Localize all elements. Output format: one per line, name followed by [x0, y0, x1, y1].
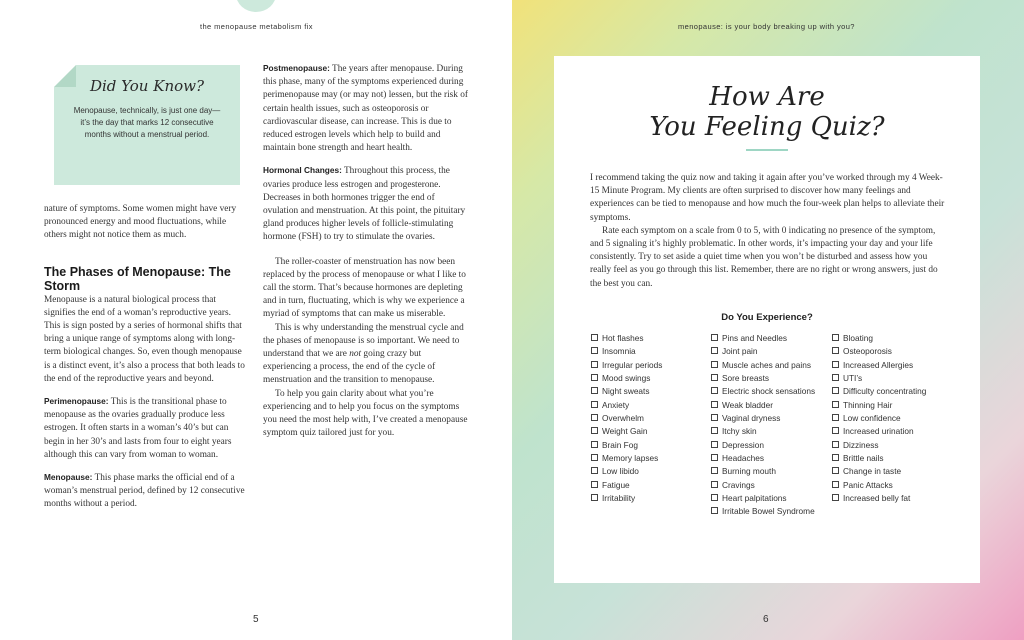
note-title: Did You Know? [89, 77, 205, 95]
symptom-label: Muscle aches and pains [722, 359, 812, 370]
symptom-label: Panic Attacks [843, 479, 893, 490]
symptom-label: Sore breasts [722, 373, 770, 384]
checkbox[interactable] [711, 441, 718, 448]
quiz-paragraph-2: Rate each symptom on a scale from 0 to 5, with 0 indicating no presence of the symptom, and 5 signaling it’s highly problematic. In other words, it’s impacting your day and your life consistently. Try to set aside a quiet time when you won’t be disturbed and assess how you really feel as you go through this list. Remember, there are no right or wrong answers, just do the best you can. [590, 225, 938, 289]
symptom-item [591, 345, 662, 358]
checkbox[interactable] [832, 427, 839, 434]
checkbox[interactable] [591, 454, 598, 461]
postmenopause-text: The years after menopause. During this phase, many of the symptoms experienced during perimenopause may (or may not) lessen, but the risk of certain health issues, such as osteoporosis or cardiovascular disease, can increase. This is due to reduced estrogen levels which help to build and maintain bone strength and heart health. [263, 64, 468, 154]
symptom-label: Weight Gain [602, 426, 648, 437]
symptom-item [591, 359, 662, 372]
checkbox[interactable] [591, 441, 598, 448]
symptom-item [711, 399, 815, 412]
symptom-item [832, 439, 926, 452]
symptom-label: UTI’s [843, 373, 863, 384]
perimenopause-paragraph [44, 395, 249, 462]
symptom-label: Irritability [602, 493, 636, 504]
checkbox[interactable] [591, 361, 598, 368]
menopause-paragraph [44, 471, 249, 512]
symptom-item [832, 359, 926, 372]
symptom-item [832, 412, 926, 425]
menopause-text: This phase marks the official end of a woman’s menstrual period, defined by 12 consecutive months without a period. [44, 473, 245, 510]
symptom-label: Osteoporosis [843, 346, 892, 357]
symptom-label: Mood swings [602, 373, 651, 384]
understanding-text-b: going crazy but experiencing a process, the end of the cycle of menstruation and the transition to menopause. [263, 349, 436, 386]
symptom-item [591, 385, 662, 398]
symptom-item [711, 385, 815, 398]
symptom-label: Joint pain [722, 346, 758, 357]
symptom-item [832, 385, 926, 398]
symptom-item [711, 452, 815, 465]
quiz-title-line2: You Feeling Quiz? [649, 112, 885, 142]
checkbox[interactable] [832, 467, 839, 474]
symptom-list-column-1 [591, 332, 662, 505]
checkbox[interactable] [711, 507, 718, 514]
symptom-label: Weak bladder [722, 399, 774, 410]
checkbox[interactable] [591, 467, 598, 474]
quiz-title [554, 82, 980, 142]
postmenopause-paragraph [263, 62, 470, 155]
symptom-item [711, 479, 815, 492]
symptom-item [711, 332, 815, 345]
page-number-right: 6 [763, 614, 769, 625]
symptom-item [591, 492, 662, 505]
symptom-label: Dizziness [843, 439, 879, 450]
note-text: Menopause, technically, is just one day—it’s the day that marks 12 consecutive months without a menstrual period. [73, 106, 221, 139]
checkbox[interactable] [591, 401, 598, 408]
symptom-label: Overwhelm [602, 413, 644, 424]
running-head-left: the menopause metabolism fix [200, 22, 313, 31]
symptom-label: Fatigue [602, 479, 630, 490]
intro-paragraph: nature of symptoms. Some women might have very pronounced energy and mood fluctuations, while others might not notice them as much. [44, 204, 237, 241]
symptom-label: Difficulty concentrating [843, 386, 927, 397]
symptom-item [591, 332, 662, 345]
symptom-item [832, 372, 926, 385]
symptom-label: Pins and Needles [722, 333, 788, 343]
symptom-item [711, 465, 815, 478]
right-page [512, 0, 1024, 640]
symptom-item [711, 492, 815, 505]
understanding-paragraph [263, 322, 470, 388]
symptom-item [711, 412, 815, 425]
symptom-item [711, 439, 815, 452]
checkbox[interactable] [591, 374, 598, 381]
checkbox[interactable] [832, 494, 839, 501]
symptom-item [832, 332, 926, 345]
symptom-item [591, 452, 662, 465]
symptom-list-column-3 [832, 332, 926, 505]
symptom-label: Brain Fog [602, 439, 638, 450]
symptom-label: Night sweats [602, 386, 650, 397]
checkbox[interactable] [832, 334, 839, 341]
understanding-emphasis: not [349, 349, 362, 360]
symptom-item [832, 399, 926, 412]
symptom-item [832, 452, 926, 465]
symptom-item [711, 372, 815, 385]
help-paragraph: To help you gain clarity about what you’re experiencing and to help you focus on the symptoms you need the most help with, I’ve created a menopause symptom quiz tailored just for you. [263, 388, 468, 439]
checkbox[interactable] [591, 334, 598, 341]
checkbox[interactable] [832, 347, 839, 354]
checkbox[interactable] [711, 401, 718, 408]
hormonal-changes-text: Throughout this process, the ovaries produce less estrogen and progesterone. Decreases in both hormones trigger the end of ovulation and menstruation. At this point, the pituitary gland produces higher levels of follicle-stimulating hormone (FSH) to try to stimulate the ovaries. [263, 166, 466, 243]
symptom-label: Change in taste [843, 466, 902, 477]
right-column [263, 62, 470, 440]
phases-paragraph: Menopause is a natural biological process that signifies the end of a woman’s reproductive years. This is sign posted by a series of hormonal shifts that bring a unique range of symptoms along with long-term biological changes. So, even though menopause is a distinct event, it’s also a process that both leads to the end of the reproductive years and beyond. [44, 294, 245, 384]
symptom-label: Headaches [722, 453, 764, 464]
symptom-item [832, 345, 926, 358]
symptom-label: Low libido [602, 466, 639, 477]
checkbox[interactable] [591, 427, 598, 434]
symptom-item [591, 412, 662, 425]
checkbox[interactable] [711, 494, 718, 501]
symptom-label: Depression [722, 439, 764, 450]
symptom-label: Electric shock sensations [722, 386, 816, 397]
symptom-label: Increased belly fat [843, 493, 911, 504]
quiz-intro [590, 172, 946, 291]
symptom-item [711, 505, 815, 518]
checkbox[interactable] [711, 347, 718, 354]
symptom-item [711, 359, 815, 372]
checkbox[interactable] [832, 374, 839, 381]
symptom-label: Thinning Hair [843, 399, 893, 410]
decorative-tab [236, 0, 276, 12]
symptom-item [832, 492, 926, 505]
symptom-item [591, 479, 662, 492]
symptom-item [591, 425, 662, 438]
perimenopause-term: Perimenopause: [44, 396, 109, 407]
understanding-text-a: This is why understanding the menstrual cycle and the phases of menopause is so important. We need to understand that we are [263, 322, 464, 360]
symptom-label: Burning mouth [722, 466, 776, 477]
symptom-label: Increased Allergies [843, 359, 914, 370]
symptom-item [591, 465, 662, 478]
perimenopause-text: This is the transitional phase to menopause as the ovaries gradually produce less estrogen. It often starts in a woman’s 40’s but can begin in her 30’s and lasts from four to eight years although this can vary from woman to woman. [44, 397, 232, 460]
checkbox[interactable] [711, 334, 718, 341]
checkbox[interactable] [591, 494, 598, 501]
checkbox[interactable] [832, 441, 839, 448]
checkbox[interactable] [711, 467, 718, 474]
title-underline [746, 149, 788, 151]
symptom-item [711, 345, 815, 358]
symptom-label: Vaginal dryness [722, 413, 781, 424]
symptom-label: Increased urination [843, 426, 914, 437]
symptom-label: Cravings [722, 479, 755, 490]
postmenopause-term: Postmenopause: [263, 63, 330, 73]
symptom-label: Low confidence [843, 413, 901, 424]
note-corner-fold [54, 65, 76, 87]
storm-paragraph: The roller-coaster of menstruation has now been replaced by the process of menopause or what I like to call the storm. That’s because hormones are depleting and in turn, fluctuating, which is why we experience a myriad of symptoms that can make us miserable. [263, 256, 466, 320]
quiz-card [554, 56, 980, 583]
symptom-label: Brittle nails [843, 453, 884, 464]
page-number-left: 5 [253, 614, 259, 625]
checkbox[interactable] [711, 387, 718, 394]
quiz-paragraph-1: I recommend taking the quiz now and taking it again after you’ve worked through my 4 Week-15 Minute Program. My clients are often surprised to discover how many feelings and experiences can be tied to menopause and how much the four-week plan helps to alleviate their symptoms. [590, 173, 945, 223]
symptom-label: Hot flashes [602, 333, 644, 343]
symptom-item [591, 399, 662, 412]
checklist-heading: Do You Experience? [721, 312, 813, 323]
checkbox[interactable] [711, 454, 718, 461]
checkbox[interactable] [711, 427, 718, 434]
symptom-list-column-2 [711, 332, 815, 519]
running-head-right: menopause: is your body breaking up with you? [678, 22, 855, 31]
checkbox[interactable] [591, 414, 598, 421]
symptom-label: Itchy skin [722, 426, 757, 437]
section-heading: The Phases of Menopause: The Storm [44, 264, 231, 293]
symptom-label: Insomnia [602, 346, 636, 357]
symptom-item [832, 479, 926, 492]
did-you-know-note [54, 65, 240, 185]
symptom-label: Heart palpitations [722, 493, 787, 504]
checkbox[interactable] [832, 387, 839, 394]
checkbox[interactable] [711, 414, 718, 421]
checkbox[interactable] [832, 481, 839, 488]
symptom-item [711, 425, 815, 438]
symptom-item [591, 372, 662, 385]
checkbox[interactable] [591, 347, 598, 354]
symptom-item [832, 465, 926, 478]
hormonal-changes-paragraph [263, 164, 470, 244]
menopause-term: Menopause: [44, 472, 93, 483]
checkbox[interactable] [711, 374, 718, 381]
checkbox[interactable] [832, 401, 839, 408]
hormonal-changes-term: Hormonal Changes: [263, 165, 342, 176]
checkbox[interactable] [711, 481, 718, 488]
checkbox[interactable] [591, 481, 598, 488]
checkbox[interactable] [832, 454, 839, 461]
left-column [44, 203, 249, 512]
symptom-item [832, 425, 926, 438]
symptom-label: Irritable Bowel Syndrome [722, 506, 815, 517]
checkbox[interactable] [711, 361, 718, 368]
quiz-title-line1: How Are [709, 82, 825, 112]
symptom-item [591, 439, 662, 452]
symptom-label: Anxiety [602, 399, 630, 410]
checkbox[interactable] [832, 361, 839, 368]
checkbox[interactable] [591, 387, 598, 394]
checkbox[interactable] [832, 414, 839, 421]
symptom-label: Memory lapses [602, 453, 659, 464]
symptom-label: Irregular periods [602, 359, 663, 370]
symptom-label: Bloating [843, 333, 873, 343]
